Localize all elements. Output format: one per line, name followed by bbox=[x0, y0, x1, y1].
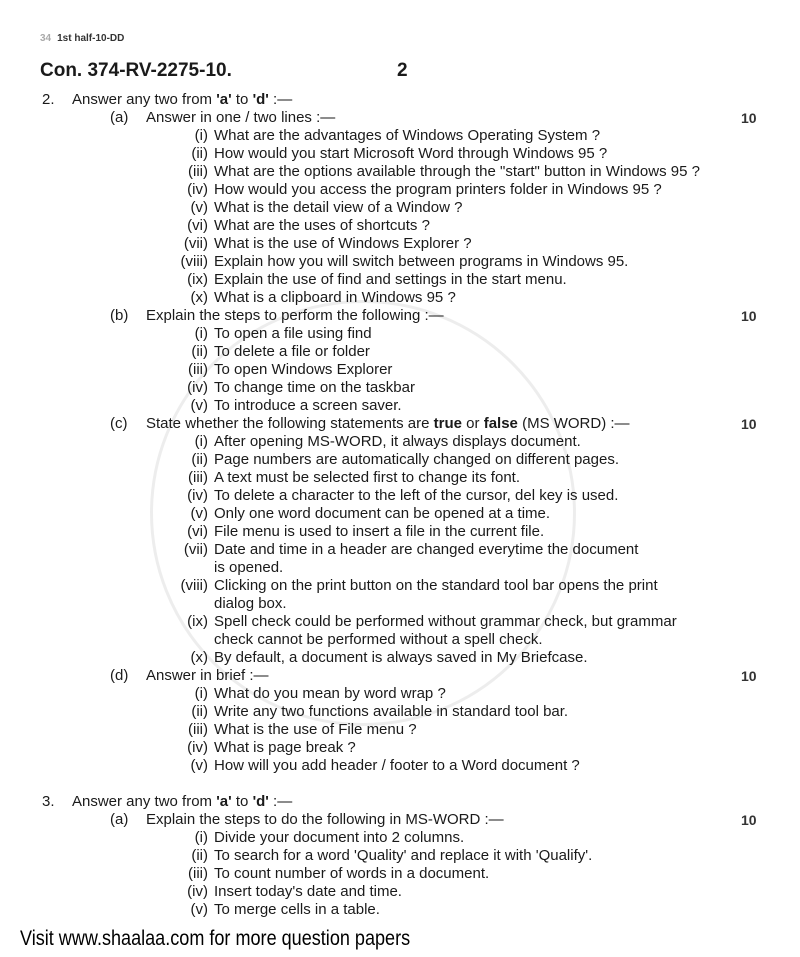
question-line bbox=[0, 685, 800, 703]
question-number: (ix) bbox=[187, 613, 208, 630]
question-line bbox=[0, 865, 800, 883]
question-line bbox=[0, 757, 800, 775]
text-segment: File menu is used to insert a file in the current file. bbox=[214, 523, 545, 540]
question-line bbox=[0, 451, 800, 469]
question-text bbox=[214, 883, 402, 901]
question-line bbox=[0, 541, 800, 559]
text-segment: By default, a document is always saved in My Briefcase. bbox=[214, 649, 588, 666]
question-line bbox=[0, 127, 800, 145]
question-line bbox=[0, 253, 800, 271]
text-segment: What are the options available through the "start" button in Windows 95 ? bbox=[214, 163, 700, 180]
question-text bbox=[214, 469, 520, 487]
question-number: (i) bbox=[194, 829, 208, 846]
question-text bbox=[214, 559, 283, 577]
question-line bbox=[0, 145, 800, 163]
question-line bbox=[0, 613, 800, 631]
emphasis-text: true bbox=[433, 415, 463, 432]
text-segment: What is a clipboard in Windows 95 ? bbox=[214, 289, 456, 306]
question-number: (vi) bbox=[187, 523, 208, 540]
question-line bbox=[0, 577, 800, 595]
question-text bbox=[214, 721, 417, 739]
text-segment: How will you add header / footer to a Word document ? bbox=[214, 757, 580, 774]
text-segment: (MS WORD) :— bbox=[517, 415, 630, 432]
text-segment: Insert today's date and time. bbox=[214, 883, 402, 900]
question-number: (a) bbox=[110, 811, 129, 828]
question-text bbox=[214, 829, 464, 847]
question-line bbox=[0, 829, 800, 847]
question-number: (vii) bbox=[183, 235, 208, 252]
question-line bbox=[0, 343, 800, 361]
text-segment: Answer any two from bbox=[72, 793, 217, 810]
question-line bbox=[0, 487, 800, 505]
question-text bbox=[214, 577, 658, 595]
question-number: (ii) bbox=[191, 703, 208, 720]
series-text: 1st half-10-DD bbox=[57, 33, 125, 44]
question-text bbox=[146, 109, 335, 127]
question-text bbox=[214, 433, 581, 451]
question-number: (vi) bbox=[187, 217, 208, 234]
question-number: 2. bbox=[42, 91, 55, 108]
question-line bbox=[0, 181, 800, 199]
question-text bbox=[214, 163, 700, 181]
text-segment: :— bbox=[268, 91, 293, 108]
question-number: (b) bbox=[110, 307, 129, 324]
text-segment: check cannot be performed without a spell check. bbox=[214, 631, 543, 648]
question-body bbox=[0, 91, 800, 919]
question-number: (v) bbox=[190, 901, 208, 918]
text-segment: How would you start Microsoft Word through Windows 95 ? bbox=[214, 145, 608, 162]
emphasis-text: 'd' bbox=[252, 91, 269, 108]
question-text bbox=[214, 451, 619, 469]
text-segment: Date and time in a header are changed everytime the document bbox=[214, 541, 639, 558]
text-segment: To open Windows Explorer bbox=[214, 361, 393, 378]
question-line bbox=[0, 595, 800, 613]
text-segment: State whether the following statements are bbox=[146, 415, 434, 432]
question-text bbox=[214, 199, 462, 217]
question-line bbox=[0, 433, 800, 451]
text-segment: dialog box. bbox=[214, 595, 287, 612]
marks-label: 10 bbox=[741, 308, 757, 324]
question-text bbox=[214, 865, 489, 883]
text-segment: To open a file using find bbox=[214, 325, 372, 342]
question-line bbox=[0, 469, 800, 487]
question-number: (i) bbox=[194, 127, 208, 144]
question-line bbox=[0, 271, 800, 289]
question-number: (iii) bbox=[188, 163, 208, 180]
text-segment: to bbox=[231, 91, 253, 108]
question-line bbox=[0, 631, 800, 649]
text-segment: To delete a file or folder bbox=[214, 343, 370, 360]
text-segment: Explain the steps to do the following in MS-WORD :— bbox=[146, 811, 504, 828]
text-segment: After opening MS-WORD, it always displays document. bbox=[214, 433, 581, 450]
question-number: (c) bbox=[110, 415, 128, 432]
question-text bbox=[214, 847, 592, 865]
question-text bbox=[214, 235, 472, 253]
text-segment: is opened. bbox=[214, 559, 284, 576]
question-text bbox=[214, 361, 392, 379]
question-line bbox=[0, 883, 800, 901]
text-segment: Spell check could be performed without grammar check, but grammar bbox=[214, 613, 677, 630]
text-segment: To count number of words in a document. bbox=[214, 865, 490, 882]
text-segment: How would you access the program printers folder in Windows 95 ? bbox=[214, 181, 662, 198]
question-text bbox=[214, 649, 588, 667]
question-number: 3. bbox=[42, 793, 55, 810]
question-number: (iv) bbox=[187, 883, 208, 900]
text-segment: Answer in brief :— bbox=[146, 667, 269, 684]
question-text bbox=[214, 487, 618, 505]
question-line bbox=[0, 325, 800, 343]
question-line bbox=[0, 397, 800, 415]
question-line bbox=[0, 163, 800, 181]
marks-label: 10 bbox=[741, 110, 757, 126]
question-line bbox=[0, 703, 800, 721]
question-text bbox=[214, 181, 662, 199]
question-line bbox=[0, 523, 800, 541]
question-line bbox=[0, 289, 800, 307]
question-heading bbox=[0, 793, 800, 811]
question-number: (d) bbox=[110, 667, 129, 684]
question-text bbox=[214, 145, 607, 163]
question-text bbox=[72, 91, 292, 109]
text-segment: Page numbers are automatically changed on different pages. bbox=[214, 451, 619, 468]
marks-label: 10 bbox=[741, 812, 757, 828]
question-number: (iv) bbox=[187, 379, 208, 396]
question-number: (i) bbox=[194, 433, 208, 450]
text-segment: To search for a word 'Quality' and replace it with 'Qualify'. bbox=[214, 847, 593, 864]
question-number: (ix) bbox=[187, 271, 208, 288]
question-text bbox=[214, 739, 356, 757]
question-number: (x) bbox=[190, 649, 208, 666]
question-text bbox=[146, 667, 269, 685]
text-segment: A text must be selected first to change its font. bbox=[214, 469, 520, 486]
question-number: (v) bbox=[190, 505, 208, 522]
question-number: (iii) bbox=[188, 469, 208, 486]
question-number: (iii) bbox=[188, 865, 208, 882]
question-number: (viii) bbox=[180, 577, 208, 594]
subquestion bbox=[0, 307, 800, 325]
question-number: (viii) bbox=[180, 253, 208, 270]
text-segment: What are the advantages of Windows Operating System ? bbox=[214, 127, 601, 144]
spacer bbox=[0, 775, 800, 793]
footer-link[interactable]: Visit www.shaalaa.com for more question papers bbox=[20, 927, 411, 950]
question-number: (i) bbox=[194, 325, 208, 342]
question-line bbox=[0, 379, 800, 397]
text-segment: Write any two functions available in standard tool bar. bbox=[214, 703, 569, 720]
question-text bbox=[214, 523, 544, 541]
marks-label: 10 bbox=[741, 416, 757, 432]
question-text bbox=[214, 595, 287, 613]
question-number: (v) bbox=[190, 199, 208, 216]
question-number: (vii) bbox=[183, 541, 208, 558]
question-text bbox=[214, 379, 415, 397]
question-text bbox=[214, 901, 380, 919]
question-line bbox=[0, 721, 800, 739]
question-number: (v) bbox=[190, 397, 208, 414]
question-text bbox=[214, 325, 372, 343]
question-text bbox=[214, 217, 430, 235]
question-number: (iii) bbox=[188, 361, 208, 378]
question-line bbox=[0, 505, 800, 523]
question-number: (a) bbox=[110, 109, 129, 126]
question-text bbox=[214, 757, 580, 775]
text-segment: To introduce a screen saver. bbox=[214, 397, 402, 414]
question-line bbox=[0, 559, 800, 577]
question-text bbox=[214, 703, 568, 721]
question-line bbox=[0, 901, 800, 919]
question-number: (ii) bbox=[191, 847, 208, 864]
question-number: (x) bbox=[190, 289, 208, 306]
text-segment: To delete a character to the left of the cursor, del key is used. bbox=[214, 487, 619, 504]
text-segment: Answer any two from bbox=[72, 91, 217, 108]
question-text bbox=[214, 289, 456, 307]
paper-code: Con. 374-RV-2275-10. bbox=[40, 60, 232, 81]
page-number: 2 bbox=[397, 60, 408, 81]
marks-label: 10 bbox=[741, 668, 757, 684]
question-text bbox=[214, 613, 677, 631]
question-text bbox=[214, 127, 600, 145]
question-text bbox=[146, 811, 504, 829]
question-number: (ii) bbox=[191, 343, 208, 360]
question-line bbox=[0, 847, 800, 865]
series-prefix: 34 bbox=[40, 33, 52, 44]
question-text bbox=[214, 271, 567, 289]
text-segment: Divide your document into 2 columns. bbox=[214, 829, 465, 846]
subquestion bbox=[0, 415, 800, 433]
question-line bbox=[0, 235, 800, 253]
question-text bbox=[214, 631, 543, 649]
text-segment: What is the use of File menu ? bbox=[214, 721, 417, 738]
subquestion bbox=[0, 811, 800, 829]
question-text bbox=[214, 343, 370, 361]
question-text bbox=[146, 415, 630, 433]
question-number: (iv) bbox=[187, 181, 208, 198]
question-number: (ii) bbox=[191, 451, 208, 468]
emphasis-text: 'a' bbox=[216, 793, 232, 810]
emphasis-text: 'd' bbox=[252, 793, 269, 810]
question-text bbox=[214, 505, 550, 523]
question-text bbox=[214, 541, 638, 559]
text-segment: Explain how you will switch between programs in Windows 95. bbox=[214, 253, 629, 270]
text-segment: What is the use of Windows Explorer ? bbox=[214, 235, 472, 252]
question-text bbox=[72, 793, 292, 811]
subquestion bbox=[0, 667, 800, 685]
text-segment: :— bbox=[268, 793, 293, 810]
text-segment: What do you mean by word wrap ? bbox=[214, 685, 446, 702]
text-segment: Explain the steps to perform the following :— bbox=[146, 307, 444, 324]
question-line bbox=[0, 199, 800, 217]
text-segment: to bbox=[231, 793, 253, 810]
question-text bbox=[214, 685, 446, 703]
subquestion bbox=[0, 109, 800, 127]
text-segment: What is the detail view of a Window ? bbox=[214, 199, 463, 216]
text-segment: To merge cells in a table. bbox=[214, 901, 380, 918]
question-number: (iii) bbox=[188, 721, 208, 738]
text-segment: Clicking on the print button on the standard tool bar opens the print bbox=[214, 577, 658, 594]
emphasis-text: 'a' bbox=[216, 91, 232, 108]
question-line bbox=[0, 649, 800, 667]
question-line bbox=[0, 739, 800, 757]
question-text bbox=[146, 307, 444, 325]
text-segment: What is page break ? bbox=[214, 739, 356, 756]
question-number: (v) bbox=[190, 757, 208, 774]
question-heading bbox=[0, 91, 800, 109]
question-text bbox=[214, 253, 628, 271]
text-segment: Answer in one / two lines :— bbox=[146, 109, 336, 126]
question-line bbox=[0, 217, 800, 235]
text-segment: Only one word document can be opened at a time. bbox=[214, 505, 551, 522]
emphasis-text: false bbox=[483, 415, 518, 432]
question-number: (iv) bbox=[187, 487, 208, 504]
text-segment: What are the uses of shortcuts ? bbox=[214, 217, 430, 234]
text-segment: To change time on the taskbar bbox=[214, 379, 415, 396]
paper-series-label bbox=[40, 33, 124, 44]
text-segment: or bbox=[462, 415, 484, 432]
question-number: (ii) bbox=[191, 145, 208, 162]
question-number: (i) bbox=[194, 685, 208, 702]
text-segment: Explain the use of find and settings in the start menu. bbox=[214, 271, 567, 288]
question-text bbox=[214, 397, 402, 415]
question-line bbox=[0, 361, 800, 379]
question-number: (iv) bbox=[187, 739, 208, 756]
